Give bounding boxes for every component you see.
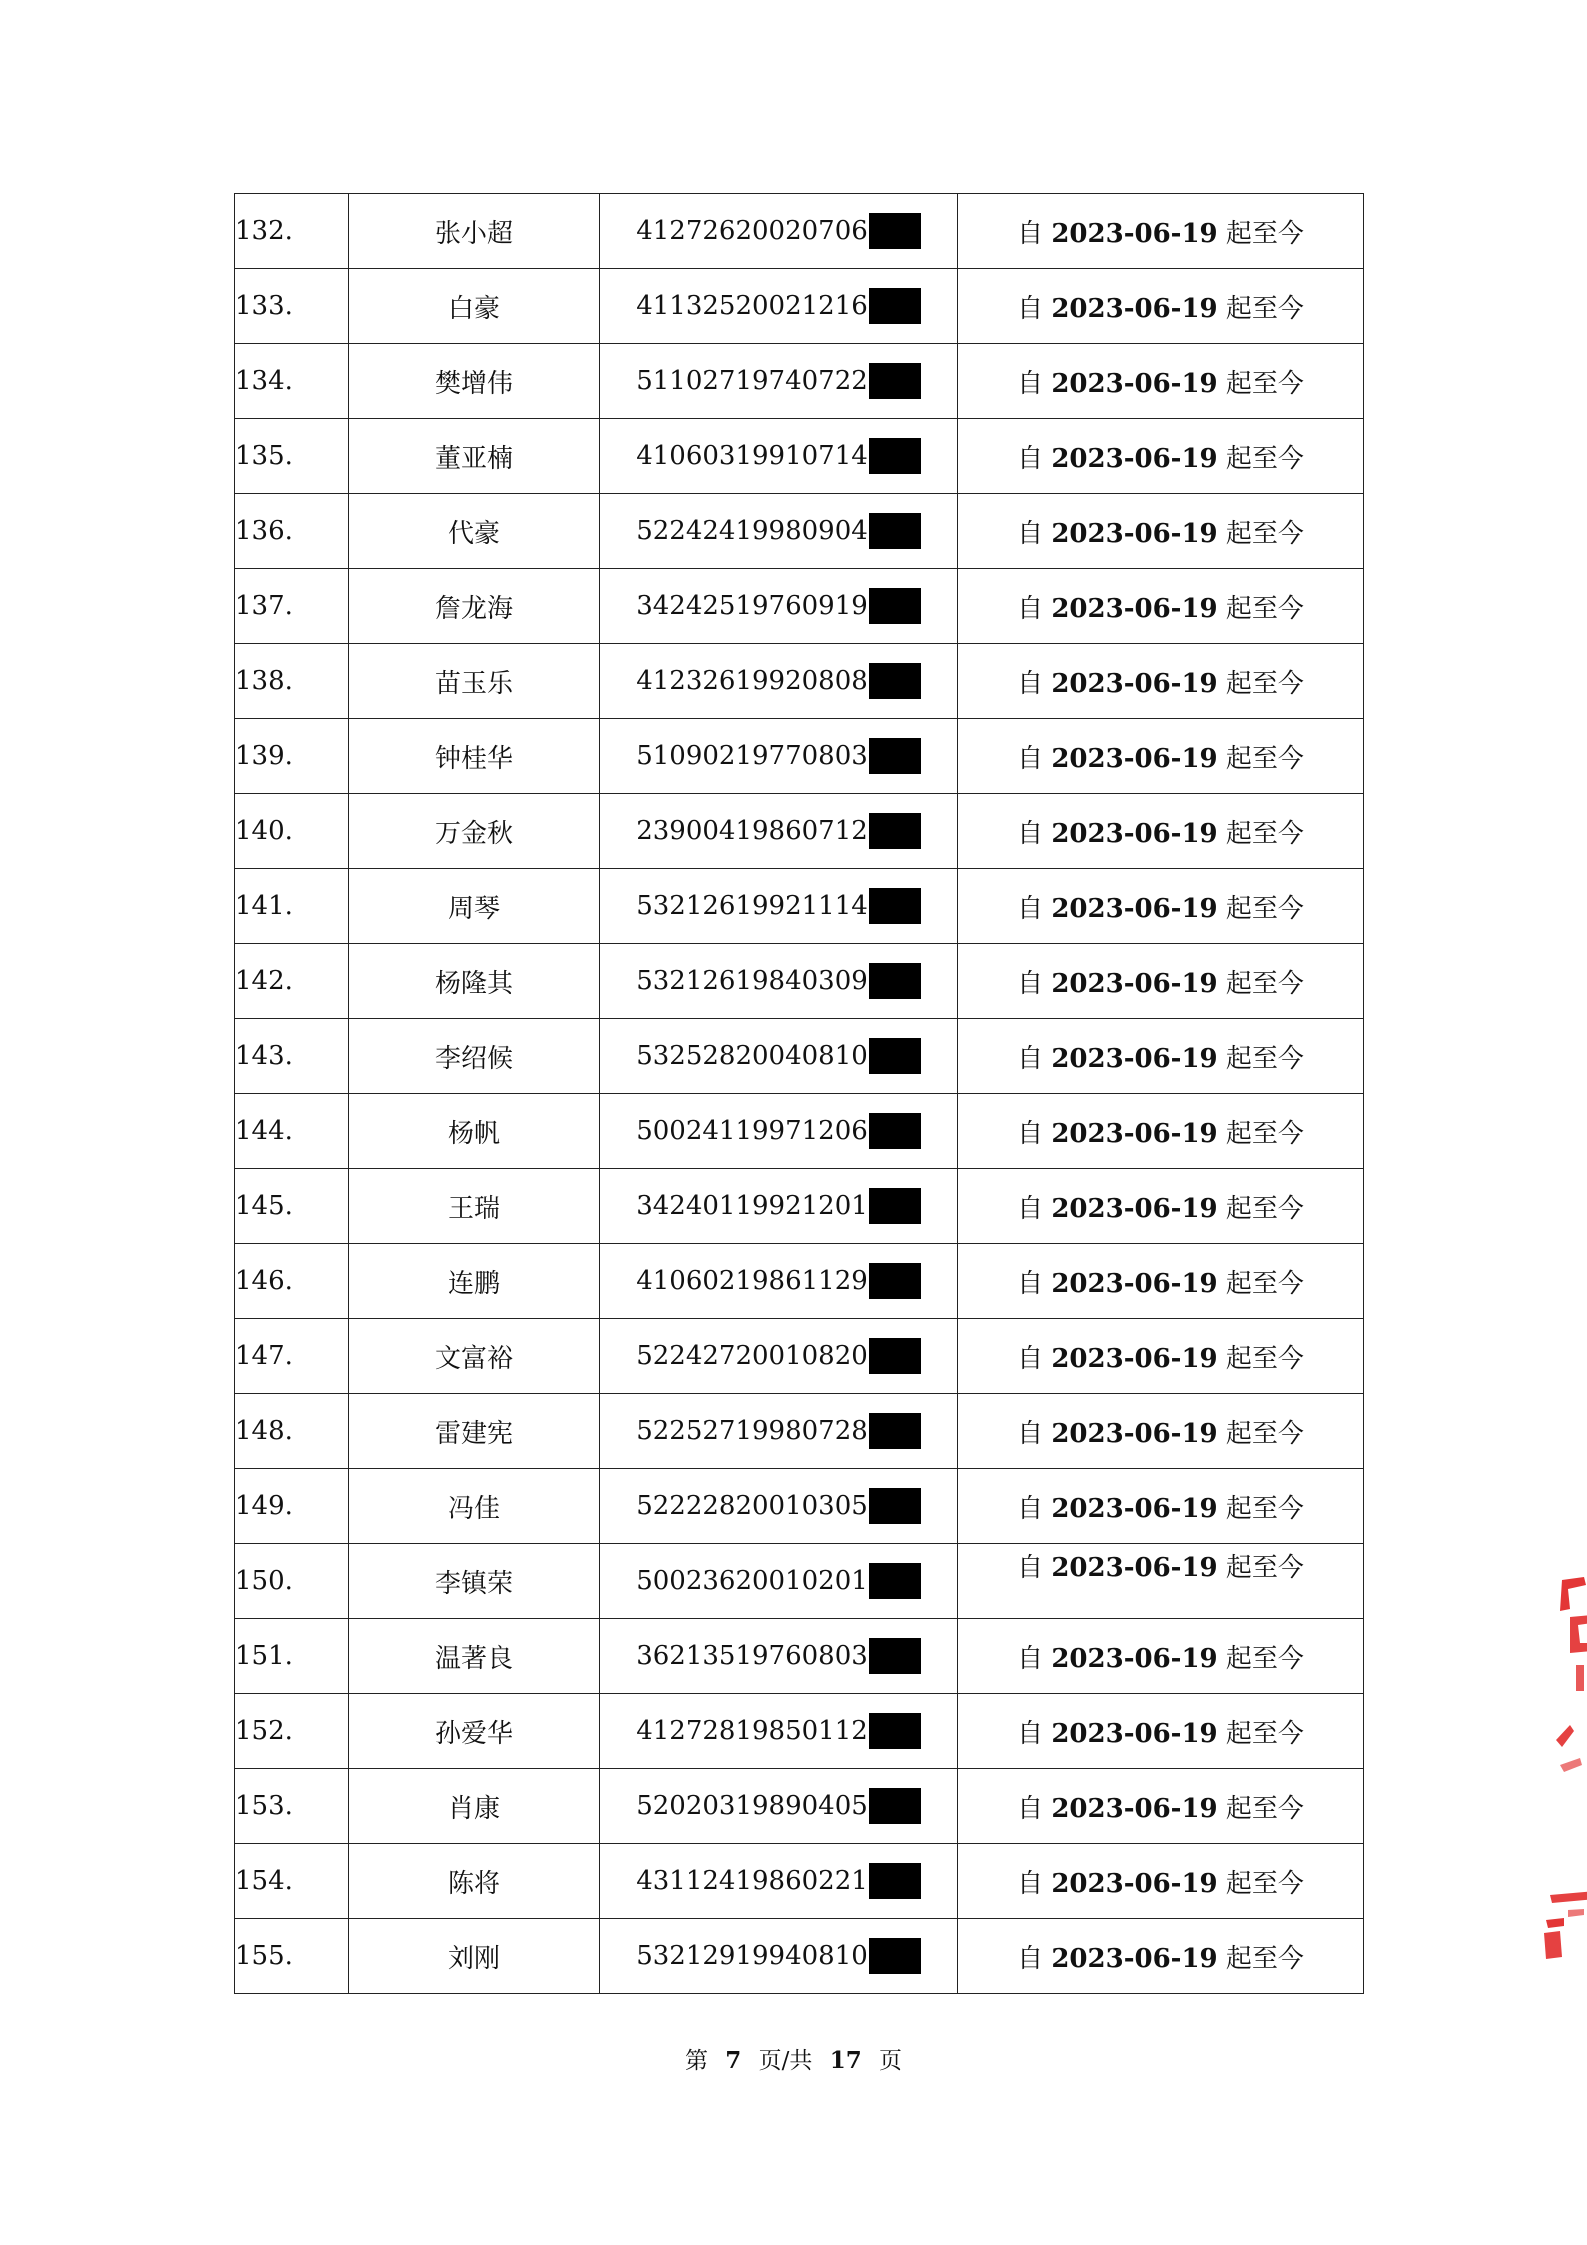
period-start-date: 2023-06-19 (1051, 1343, 1218, 1374)
id-number-cell (600, 794, 958, 869)
row-number: 133. (235, 269, 349, 344)
table-row (235, 344, 1364, 419)
period-start-date: 2023-06-19 (1051, 668, 1218, 699)
period-text (1017, 663, 1304, 700)
table-row (235, 569, 1364, 644)
id-number-visible: 52242419980904 (636, 516, 868, 546)
redaction-block (869, 288, 921, 324)
footer-total-pages: 17 (829, 2047, 862, 2074)
redaction-block (869, 363, 921, 399)
id-number-cell (600, 194, 958, 269)
period-suffix: 起至今 (1225, 593, 1304, 624)
id-number-wrapper (636, 438, 921, 474)
period-suffix: 起至今 (1225, 293, 1304, 324)
period-cell (958, 344, 1364, 419)
person-name: 文富裕 (349, 1319, 600, 1394)
id-number-visible: 52242720010820 (636, 1341, 868, 1371)
id-number-cell (600, 1769, 958, 1844)
period-suffix: 起至今 (1225, 743, 1304, 774)
redaction-block (869, 963, 921, 999)
period-prefix: 自 (1017, 668, 1044, 699)
id-number-visible: 41232619920808 (636, 666, 868, 696)
id-number-cell (600, 1469, 958, 1544)
id-number-visible: 41272620020706 (636, 216, 868, 246)
person-name: 张小超 (349, 194, 600, 269)
table-row (235, 1469, 1364, 1544)
period-prefix: 自 (1017, 1793, 1044, 1824)
footer-prefix: 第 (684, 2048, 708, 2074)
period-prefix: 自 (1017, 1493, 1044, 1524)
redaction-block (869, 1638, 921, 1674)
redaction-block (869, 438, 921, 474)
id-number-cell (600, 1094, 958, 1169)
person-name: 连鹏 (349, 1244, 600, 1319)
period-start-date: 2023-06-19 (1051, 368, 1218, 399)
id-number-wrapper (636, 1263, 921, 1299)
id-number-visible: 34242519760919 (636, 591, 868, 621)
row-number: 146. (235, 1244, 349, 1319)
period-suffix: 起至今 (1225, 1718, 1304, 1749)
id-number-visible: 50024119971206 (636, 1116, 868, 1146)
period-suffix: 起至今 (1225, 968, 1304, 999)
table-row (235, 944, 1364, 1019)
period-prefix: 自 (1017, 1268, 1044, 1299)
period-start-date: 2023-06-19 (1051, 1118, 1218, 1149)
period-text (1017, 1338, 1304, 1375)
period-start-date: 2023-06-19 (1051, 1552, 1218, 1583)
period-start-date: 2023-06-19 (1051, 1043, 1218, 1074)
period-cell (958, 1169, 1364, 1244)
person-name: 苗玉乐 (349, 644, 600, 719)
period-start-date: 2023-06-19 (1051, 293, 1218, 324)
id-number-visible: 41060219861129 (636, 1266, 868, 1296)
table-row (235, 794, 1364, 869)
period-suffix: 起至今 (1225, 1043, 1304, 1074)
person-name: 王瑞 (349, 1169, 600, 1244)
id-number-cell (600, 719, 958, 794)
redaction-block (869, 1413, 921, 1449)
personnel-table-body (235, 194, 1364, 1994)
period-start-date: 2023-06-19 (1051, 968, 1218, 999)
id-number-cell (600, 1919, 958, 1994)
period-prefix: 自 (1017, 1418, 1044, 1449)
person-name: 温著良 (349, 1619, 600, 1694)
period-prefix: 自 (1017, 1718, 1044, 1749)
person-name: 杨帆 (349, 1094, 600, 1169)
id-number-visible: 50023620010201 (636, 1566, 868, 1596)
period-start-date: 2023-06-19 (1051, 1268, 1218, 1299)
id-number-visible: 52252719980728 (636, 1416, 868, 1446)
period-start-date: 2023-06-19 (1051, 593, 1218, 624)
id-number-visible: 41132520021216 (636, 291, 868, 321)
id-number-wrapper (636, 663, 921, 699)
table-row (235, 644, 1364, 719)
id-number-wrapper (636, 1713, 921, 1749)
period-start-date: 2023-06-19 (1051, 1793, 1218, 1824)
person-name: 肖康 (349, 1769, 600, 1844)
redaction-block (869, 1938, 921, 1974)
id-number-visible: 43112419860221 (636, 1866, 868, 1896)
period-text (1017, 588, 1304, 625)
id-number-wrapper (636, 1938, 921, 1974)
period-cell (958, 569, 1364, 644)
period-text (1017, 288, 1304, 325)
table-row (235, 1769, 1364, 1844)
period-prefix: 自 (1017, 818, 1044, 849)
id-number-visible: 34240119921201 (636, 1191, 868, 1221)
table-row (235, 1394, 1364, 1469)
period-cell (958, 794, 1364, 869)
row-number: 140. (235, 794, 349, 869)
row-number: 145. (235, 1169, 349, 1244)
period-cell (958, 1619, 1364, 1694)
period-cell (958, 1919, 1364, 1994)
row-number: 147. (235, 1319, 349, 1394)
row-number: 155. (235, 1919, 349, 1994)
id-number-wrapper (636, 1188, 921, 1224)
period-cell (958, 1394, 1364, 1469)
period-suffix: 起至今 (1225, 368, 1304, 399)
period-suffix: 起至今 (1225, 218, 1304, 249)
redaction-block (869, 1488, 921, 1524)
row-number: 142. (235, 944, 349, 1019)
id-number-cell (600, 494, 958, 569)
row-number: 148. (235, 1394, 349, 1469)
row-number: 144. (235, 1094, 349, 1169)
id-number-visible: 23900419860712 (636, 816, 868, 846)
redaction-block (869, 738, 921, 774)
period-start-date: 2023-06-19 (1051, 1493, 1218, 1524)
period-suffix: 起至今 (1225, 1493, 1304, 1524)
period-text (1017, 1938, 1304, 1975)
table-row (235, 1844, 1364, 1919)
table-row (235, 1619, 1364, 1694)
id-number-visible: 41060319910714 (636, 441, 868, 471)
period-text (1017, 213, 1304, 250)
period-text (1017, 363, 1304, 400)
row-number: 143. (235, 1019, 349, 1094)
period-prefix: 自 (1017, 293, 1044, 324)
period-prefix: 自 (1017, 218, 1044, 249)
period-start-date: 2023-06-19 (1051, 893, 1218, 924)
period-text (1017, 438, 1304, 475)
id-number-cell (600, 1244, 958, 1319)
period-prefix: 自 (1017, 1552, 1044, 1583)
person-name: 李镇荣 (349, 1544, 600, 1619)
id-number-cell (600, 1319, 958, 1394)
period-start-date: 2023-06-19 (1051, 218, 1218, 249)
id-number-visible: 53252820040810 (636, 1041, 868, 1071)
row-number: 134. (235, 344, 349, 419)
redaction-block (869, 1788, 921, 1824)
period-prefix: 自 (1017, 1118, 1044, 1149)
id-number-cell (600, 569, 958, 644)
period-suffix: 起至今 (1225, 668, 1304, 699)
period-cell (958, 1544, 1364, 1619)
period-cell (958, 1769, 1364, 1844)
period-text (1017, 888, 1304, 925)
period-suffix: 起至今 (1225, 1552, 1304, 1583)
row-number: 153. (235, 1769, 349, 1844)
id-number-wrapper (636, 588, 921, 624)
redaction-block (869, 588, 921, 624)
id-number-cell (600, 1544, 958, 1619)
id-number-cell (600, 869, 958, 944)
period-prefix: 自 (1017, 1943, 1044, 1974)
period-suffix: 起至今 (1225, 893, 1304, 924)
table-row (235, 869, 1364, 944)
row-number: 149. (235, 1469, 349, 1544)
period-prefix: 自 (1017, 1868, 1044, 1899)
period-suffix: 起至今 (1225, 818, 1304, 849)
period-cell (958, 1094, 1364, 1169)
person-name: 冯佳 (349, 1469, 600, 1544)
period-cell (958, 419, 1364, 494)
period-start-date: 2023-06-19 (1051, 1868, 1218, 1899)
row-number: 137. (235, 569, 349, 644)
redaction-block (869, 663, 921, 699)
id-number-cell (600, 644, 958, 719)
period-cell (958, 269, 1364, 344)
id-number-wrapper (636, 738, 921, 774)
id-number-cell (600, 1019, 958, 1094)
period-suffix: 起至今 (1225, 1268, 1304, 1299)
table-row (235, 1094, 1364, 1169)
id-number-cell (600, 1844, 958, 1919)
period-start-date: 2023-06-19 (1051, 1193, 1218, 1224)
row-number: 136. (235, 494, 349, 569)
person-name: 万金秋 (349, 794, 600, 869)
person-name: 周琴 (349, 869, 600, 944)
redaction-block (869, 1338, 921, 1374)
period-prefix: 自 (1017, 1193, 1044, 1224)
person-name: 雷建宪 (349, 1394, 600, 1469)
id-number-cell (600, 1619, 958, 1694)
table-row (235, 1694, 1364, 1769)
id-number-visible: 51102719740722 (636, 366, 868, 396)
row-number: 141. (235, 869, 349, 944)
period-suffix: 起至今 (1225, 518, 1304, 549)
period-suffix: 起至今 (1225, 1793, 1304, 1824)
redaction-block (869, 888, 921, 924)
period-text (1017, 1038, 1304, 1075)
period-start-date: 2023-06-19 (1051, 1718, 1218, 1749)
id-number-cell (600, 944, 958, 1019)
table-row (235, 194, 1364, 269)
period-cell (958, 194, 1364, 269)
row-number: 135. (235, 419, 349, 494)
id-number-wrapper (636, 1488, 921, 1524)
page-footer (0, 2042, 1587, 2075)
redaction-block (869, 1713, 921, 1749)
period-cell (958, 644, 1364, 719)
id-number-cell (600, 269, 958, 344)
footer-current-page: 7 (725, 2047, 742, 2074)
row-number: 132. (235, 194, 349, 269)
period-suffix: 起至今 (1225, 1118, 1304, 1149)
period-suffix: 起至今 (1225, 1343, 1304, 1374)
id-number-cell (600, 1394, 958, 1469)
period-start-date: 2023-06-19 (1051, 1643, 1218, 1674)
id-number-visible: 41272819850112 (636, 1716, 868, 1746)
person-name: 董亚楠 (349, 419, 600, 494)
footer-suffix: 页 (879, 2048, 903, 2074)
id-number-cell (600, 344, 958, 419)
id-number-cell (600, 1694, 958, 1769)
period-prefix: 自 (1017, 743, 1044, 774)
id-number-wrapper (636, 1638, 921, 1674)
period-text (1017, 963, 1304, 1000)
person-name: 詹龙海 (349, 569, 600, 644)
row-number: 152. (235, 1694, 349, 1769)
id-number-wrapper (636, 1113, 921, 1149)
row-number: 154. (235, 1844, 349, 1919)
period-text (1017, 1788, 1304, 1825)
id-number-visible: 51090219770803 (636, 741, 868, 771)
period-cell (958, 494, 1364, 569)
row-number: 151. (235, 1619, 349, 1694)
person-name: 白豪 (349, 269, 600, 344)
id-number-wrapper (636, 513, 921, 549)
person-name: 陈将 (349, 1844, 600, 1919)
id-number-wrapper (636, 1038, 921, 1074)
person-name: 孙爱华 (349, 1694, 600, 1769)
period-start-date: 2023-06-19 (1051, 1418, 1218, 1449)
period-prefix: 自 (1017, 968, 1044, 999)
period-text (1017, 1113, 1304, 1150)
id-number-cell (600, 419, 958, 494)
person-name: 李绍候 (349, 1019, 600, 1094)
id-number-wrapper (636, 363, 921, 399)
id-number-visible: 53212919940810 (636, 1941, 868, 1971)
redaction-block (869, 1113, 921, 1149)
redaction-block (869, 1263, 921, 1299)
redaction-block (869, 1863, 921, 1899)
period-cell (958, 1019, 1364, 1094)
id-number-wrapper (636, 1413, 921, 1449)
period-suffix: 起至今 (1225, 1643, 1304, 1674)
id-number-wrapper (636, 813, 921, 849)
id-number-wrapper (636, 288, 921, 324)
period-start-date: 2023-06-19 (1051, 443, 1218, 474)
id-number-wrapper (636, 1788, 921, 1824)
period-cell (958, 1694, 1364, 1769)
period-text (1017, 1638, 1304, 1675)
id-number-wrapper (636, 1563, 921, 1599)
personnel-table (234, 193, 1364, 1994)
period-cell (958, 1469, 1364, 1544)
table-row (235, 494, 1364, 569)
period-suffix: 起至今 (1225, 1193, 1304, 1224)
redaction-block (869, 1563, 921, 1599)
period-start-date: 2023-06-19 (1051, 743, 1218, 774)
period-text (1017, 738, 1304, 775)
id-number-cell (600, 1169, 958, 1244)
redaction-block (869, 813, 921, 849)
table-row (235, 1919, 1364, 1994)
period-cell (958, 1319, 1364, 1394)
table-row (235, 1169, 1364, 1244)
person-name: 钟桂华 (349, 719, 600, 794)
period-prefix: 自 (1017, 443, 1044, 474)
table-row (235, 419, 1364, 494)
period-prefix: 自 (1017, 893, 1044, 924)
id-number-visible: 52222820010305 (636, 1491, 868, 1521)
person-name: 樊增伟 (349, 344, 600, 419)
period-text (1017, 813, 1304, 850)
redaction-block (869, 213, 921, 249)
period-text (1017, 1863, 1304, 1900)
id-number-visible: 36213519760803 (636, 1641, 868, 1671)
id-number-visible: 52020319890405 (636, 1791, 868, 1821)
table-row (235, 1244, 1364, 1319)
period-cell (958, 869, 1364, 944)
period-text (1017, 1713, 1304, 1750)
person-name: 代豪 (349, 494, 600, 569)
period-prefix: 自 (1017, 593, 1044, 624)
redaction-block (869, 513, 921, 549)
period-prefix: 自 (1017, 1043, 1044, 1074)
table-row (235, 269, 1364, 344)
row-number: 139. (235, 719, 349, 794)
period-text (1017, 513, 1304, 550)
period-start-date: 2023-06-19 (1051, 818, 1218, 849)
period-suffix: 起至今 (1225, 1943, 1304, 1974)
period-prefix: 自 (1017, 1643, 1044, 1674)
row-number: 138. (235, 644, 349, 719)
person-name: 刘刚 (349, 1919, 600, 1994)
period-cell (958, 1244, 1364, 1319)
period-cell (958, 944, 1364, 1019)
period-cell (958, 719, 1364, 794)
redaction-block (869, 1038, 921, 1074)
table-row (235, 1019, 1364, 1094)
table-row (235, 719, 1364, 794)
person-name: 杨隆其 (349, 944, 600, 1019)
row-number: 150. (235, 1544, 349, 1619)
id-number-wrapper (636, 1863, 921, 1899)
period-start-date: 2023-06-19 (1051, 1943, 1218, 1974)
id-number-visible: 53212619840309 (636, 966, 868, 996)
period-prefix: 自 (1017, 518, 1044, 549)
table-row (235, 1544, 1364, 1619)
period-text (1017, 1488, 1304, 1525)
id-number-wrapper (636, 213, 921, 249)
period-text (1017, 1547, 1304, 1584)
period-text (1017, 1263, 1304, 1300)
id-number-wrapper (636, 888, 921, 924)
period-prefix: 自 (1017, 1343, 1044, 1374)
period-start-date: 2023-06-19 (1051, 518, 1218, 549)
period-prefix: 自 (1017, 368, 1044, 399)
period-suffix: 起至今 (1225, 443, 1304, 474)
id-number-visible: 53212619921114 (636, 891, 868, 921)
redaction-block (869, 1188, 921, 1224)
id-number-wrapper (636, 1338, 921, 1374)
id-number-wrapper (636, 963, 921, 999)
table-row (235, 1319, 1364, 1394)
official-seal-fragment (1540, 1565, 1587, 1965)
period-cell (958, 1844, 1364, 1919)
period-suffix: 起至今 (1225, 1418, 1304, 1449)
period-text (1017, 1188, 1304, 1225)
period-suffix: 起至今 (1225, 1868, 1304, 1899)
footer-middle: 页/共 (758, 2048, 813, 2074)
period-text (1017, 1413, 1304, 1450)
